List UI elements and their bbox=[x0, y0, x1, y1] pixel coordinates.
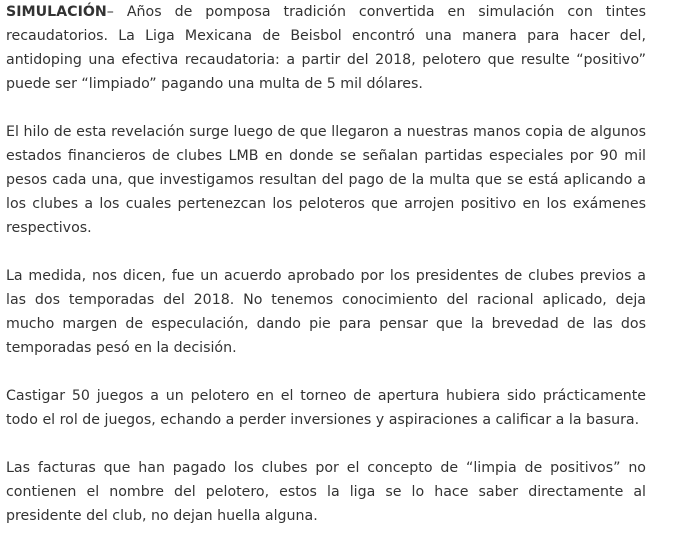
lead-label: SIMULACIÓN bbox=[6, 4, 107, 20]
article-paragraph: La medida, nos dicen, fue un acuerdo aprobado por los presidentes de clubes previos a las dos temporadas del 2018. No tenemos conocimiento del racional aplicado, deja mucho margen de especulación, dando pie para pensar que la brevedad de las dos temporadas pesó en la decisión. bbox=[6, 268, 646, 356]
article-paragraph-lead bbox=[6, 0, 646, 96]
article-body bbox=[6, 0, 646, 528]
article-paragraph: El hilo de esta revelación surge luego de que llegaron a nuestras manos copia de algunos estados financieros de clubes LMB en donde se señalan partidas especiales por 90 mil pesos cada una, que investigamos resultan del pago de la multa que se está aplicando a los clubes a los cuales pertenezcan los peloteros que arrojen positivo en los exámenes respectivos. bbox=[6, 124, 646, 236]
article-paragraph: Las facturas que han pagado los clubes por el concepto de “limpia de positivos” no contienen el nombre del pelotero, estos la liga se lo hace saber directamente al presidente del club, no dejan huella alguna. bbox=[6, 460, 646, 524]
article-paragraph: Castigar 50 juegos a un pelotero en el torneo de apertura hubiera sido prácticamente todo el rol de juegos, echando a perder inversiones y aspiraciones a calificar a la basura. bbox=[6, 388, 646, 428]
lead-text: – Años de pomposa tradición convertida en simulación con tintes recaudatorios. La Liga Mexicana de Beisbol encontró una manera para hacer del, antidoping una efectiva recaudatoria: a partir del 2018, pelotero que resulte “positivo” puede ser “limpiado” pagando una multa de 5 mil dólares. bbox=[6, 4, 646, 92]
